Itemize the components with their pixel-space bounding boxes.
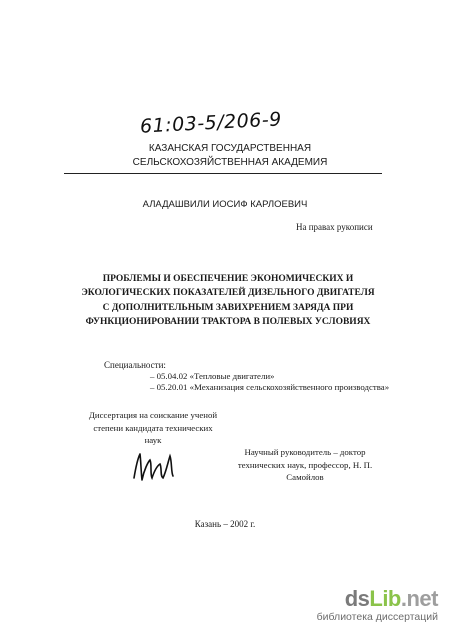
institution-name: КАЗАНСКАЯ ГОСУДАРСТВЕННАЯ СЕЛЬСКОХОЗЯЙСТВЕННАЯ АКАДЕМИЯ (132, 143, 328, 168)
dissertation-degree-note: Диссертация на соискание ученой степени кандидата технических наук (88, 410, 218, 445)
handwritten-call-number: 61:03-5/206-9 (139, 108, 283, 138)
divider-line (64, 173, 382, 174)
watermark-subtitle: библиотека диссертаций (316, 610, 438, 623)
specialty-item: – 05.04.02 «Тепловые двигатели» (150, 371, 275, 381)
watermark-logo-part: ds (344, 585, 370, 611)
watermark-logo-part: Lib (369, 585, 401, 611)
author-name: АЛАДАШВИЛИ ИОСИФ КАРЛОЕВИЧ (142, 199, 308, 210)
watermark (316, 585, 438, 623)
rights-note: На правах рукописи (296, 222, 373, 232)
dissertation-title: ПРОБЛЕМЫ И ОБЕСПЕЧЕНИЕ ЭКОНОМИЧЕСКИХ И ЭКОЛОГИЧЕСКИХ ПОКАЗАТЕЛЕЙ ДИЗЕЛЬНОГО ДВИГАТЕЛЯ С ДОПОЛНИТЕЛЬНЫМ ЗАВИХРЕНИЕМ ЗАРЯДА ПРИ ФУНКЦИОНИРОВАНИИ ТРАКТОРА В ПОЛЕВЫХ УСЛОВИЯХ (81, 274, 375, 327)
watermark-logo (317, 585, 438, 611)
city-year: Казань – 2002 г. (194, 519, 256, 529)
specialties-label: Специальности: (104, 360, 166, 370)
supervisor-info: Научный руководитель – доктор технических наук, профессор, Н. П. Самойлов (237, 447, 373, 482)
watermark-logo-part: .net (400, 585, 438, 611)
specialty-item: – 05.20.01 «Механизация сельскохозяйственного производства» (150, 382, 390, 392)
signature-icon (130, 448, 180, 491)
